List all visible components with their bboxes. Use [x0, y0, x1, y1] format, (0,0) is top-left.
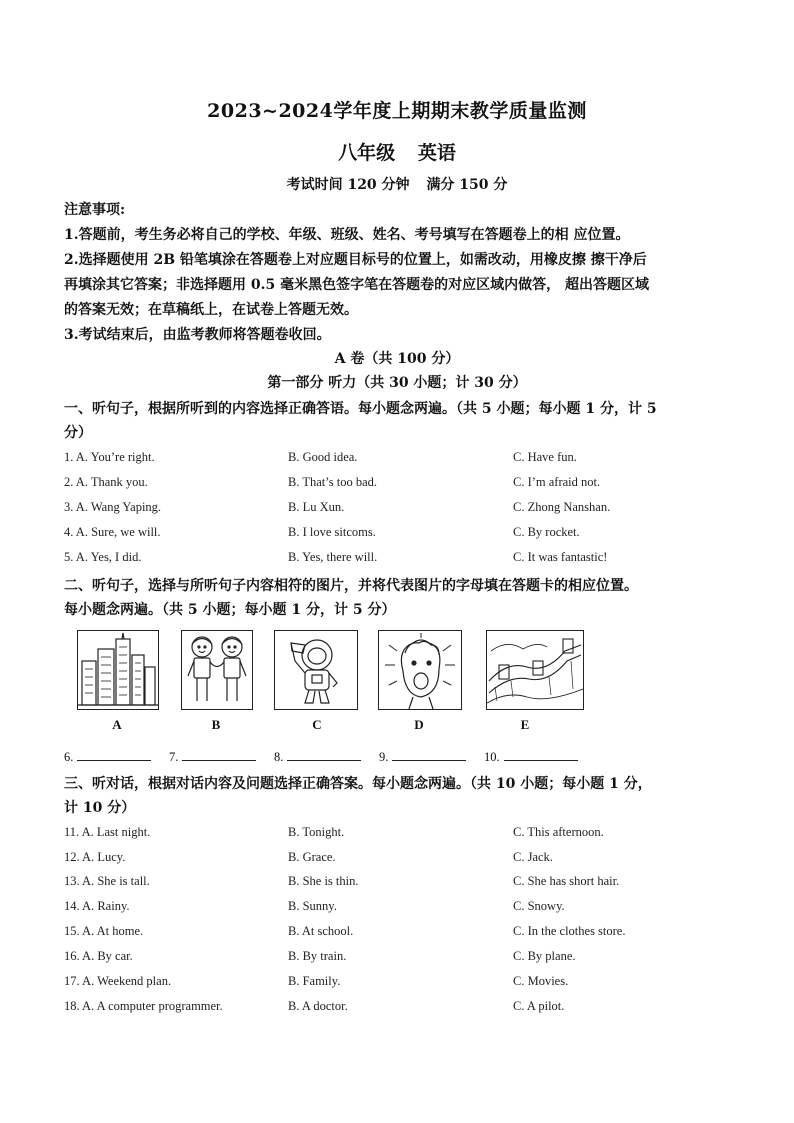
option-b: B. Grace.: [288, 850, 336, 864]
option-a: 3. A. Wang Yaping.: [64, 500, 162, 514]
option-c: C. Movies.: [513, 974, 569, 988]
option-a: 5. A. Yes, I did.: [64, 550, 142, 564]
section2-instruction-cont: 每小题念两遍。（共 5 小题；每小题 1 分，计 5 分）: [64, 602, 396, 618]
option-a: 14. A. Rainy.: [64, 899, 130, 913]
option-c: C. Zhong Nanshan.: [513, 500, 611, 514]
blank-number: 6.: [64, 750, 74, 764]
option-c: C. I’m afraid not.: [513, 475, 601, 489]
option-c: C. By rocket.: [513, 525, 580, 539]
blank-number: 7.: [169, 750, 179, 764]
option-b: B. By train.: [288, 949, 347, 963]
picture-a-city-icon: [77, 630, 159, 710]
answer-blank-7[interactable]: [169, 748, 256, 765]
picture-label: A: [112, 717, 122, 732]
option-b: B. I love sitcoms.: [288, 525, 376, 539]
option-c: C. In the clothes store.: [513, 924, 626, 938]
part-heading: 第一部分 听力（共 30 小题；计 30 分）: [267, 375, 527, 391]
answer-blank-6[interactable]: [64, 748, 151, 765]
option-c: C. A pilot.: [513, 999, 565, 1013]
option-b: B. Yes, there will.: [288, 550, 378, 564]
exam-title: 2023~2024学年度上期期末教学质量监测: [207, 100, 587, 122]
option-c: C. Have fun.: [513, 450, 577, 464]
option-c: C. Jack.: [513, 850, 553, 864]
answer-blank-9[interactable]: [379, 748, 466, 765]
option-a: 18. A. A computer programmer.: [64, 999, 223, 1013]
option-a: 4. A. Sure, we will.: [64, 525, 161, 539]
full-score: 满分 150 分: [426, 177, 508, 193]
option-b: B. Sunny.: [288, 899, 337, 913]
option-a: 13. A. She is tall.: [64, 874, 150, 888]
option-c: C. By plane.: [513, 949, 576, 963]
option-a: 17. A. Weekend plan.: [64, 974, 172, 988]
option-c: C. She has short hair.: [513, 874, 620, 888]
option-a: 11. A. Last night.: [64, 825, 151, 839]
option-a: 1. A. You’re right.: [64, 450, 155, 464]
option-b: B. Lu Xun.: [288, 500, 345, 514]
option-b: B. Tonight.: [288, 825, 345, 839]
picture-b-friends-icon: [181, 630, 253, 710]
picture-label: C: [312, 717, 322, 732]
option-a: 2. A. Thank you.: [64, 475, 148, 489]
volume-heading: A 卷（共 100 分）: [334, 351, 460, 367]
option-b: B. At school.: [288, 924, 354, 938]
option-b: B. She is thin.: [288, 874, 359, 888]
answer-blank-8[interactable]: [274, 748, 361, 765]
subject-label: 英语: [417, 142, 456, 164]
blank-line: [287, 748, 361, 761]
grade-subject: [0, 138, 794, 165]
grade-label: 八年级: [338, 142, 396, 164]
picture-c-astronaut-icon: [274, 630, 358, 710]
blank-line: [182, 748, 256, 761]
exam-info: [0, 174, 794, 194]
answer-blank-10[interactable]: [484, 748, 578, 765]
option-b: B. Good idea.: [288, 450, 358, 464]
blank-number: 9.: [379, 750, 389, 764]
blank-number: 8.: [274, 750, 284, 764]
section3-instruction-cont: 计 10 分）: [64, 800, 136, 816]
option-a: 12. A. Lucy.: [64, 850, 126, 864]
note-1: 1.答题前，考生务必将自己的学校、年级、班级、姓名、考号填写在答题卷上的相 应位置。: [64, 227, 630, 243]
note-2a: 2.选择题使用 2B 铅笔填涂在答题卷上对应题目标号的位置上，如需改动，用橡皮擦 擦干净后: [64, 252, 647, 268]
option-c: C. Snowy.: [513, 899, 565, 913]
blank-line: [392, 748, 466, 761]
blank-line: [504, 748, 578, 761]
section3-instruction: 三、听对话，根据对话内容及问题选择正确答案。每小题念两遍。（共 10 小题；每小题 1 分，: [64, 776, 652, 792]
blank-number: 10.: [484, 750, 500, 764]
picture-label: D: [414, 717, 424, 732]
option-c: C. This afternoon.: [513, 825, 604, 839]
section1-instruction-cont: 分）: [64, 425, 92, 441]
blank-line: [77, 748, 151, 761]
picture-e-great-wall-icon: [486, 630, 584, 710]
picture-d-excited-face-icon: [378, 630, 462, 710]
picture-label: E: [520, 717, 530, 732]
exam-time: 考试时间 120 分钟: [286, 177, 410, 193]
note-3: 3.考试结束后，由监考教师将答题卷收回。: [64, 327, 331, 343]
picture-label: B: [211, 717, 221, 732]
option-a: 15. A. At home.: [64, 924, 144, 938]
option-c: C. It was fantastic!: [513, 550, 608, 564]
option-a: 16. A. By car.: [64, 949, 133, 963]
note-2c: 的答案无效；在草稿纸上，在试卷上答题无效。: [64, 302, 358, 318]
section2-instruction: 二、听句子，选择与所听句子内容相符的图片，并将代表图片的字母填在答题卡的相应位置。: [64, 578, 638, 594]
option-b: B. That’s too bad.: [288, 475, 378, 489]
notes-heading: 注意事项:: [64, 202, 126, 218]
note-2b: 再填涂其它答案；非选择题用 0.5 毫米黑色签字笔在答题卷的对应区域内做答， 超出答题区域: [64, 277, 649, 293]
option-b: B. A doctor.: [288, 999, 348, 1013]
section1-instruction: 一、听句子，根据所听到的内容选择正确答语。每小题念两遍。（共 5 小题；每小题 1 分，计 5: [64, 401, 657, 417]
option-b: B. Family.: [288, 974, 341, 988]
